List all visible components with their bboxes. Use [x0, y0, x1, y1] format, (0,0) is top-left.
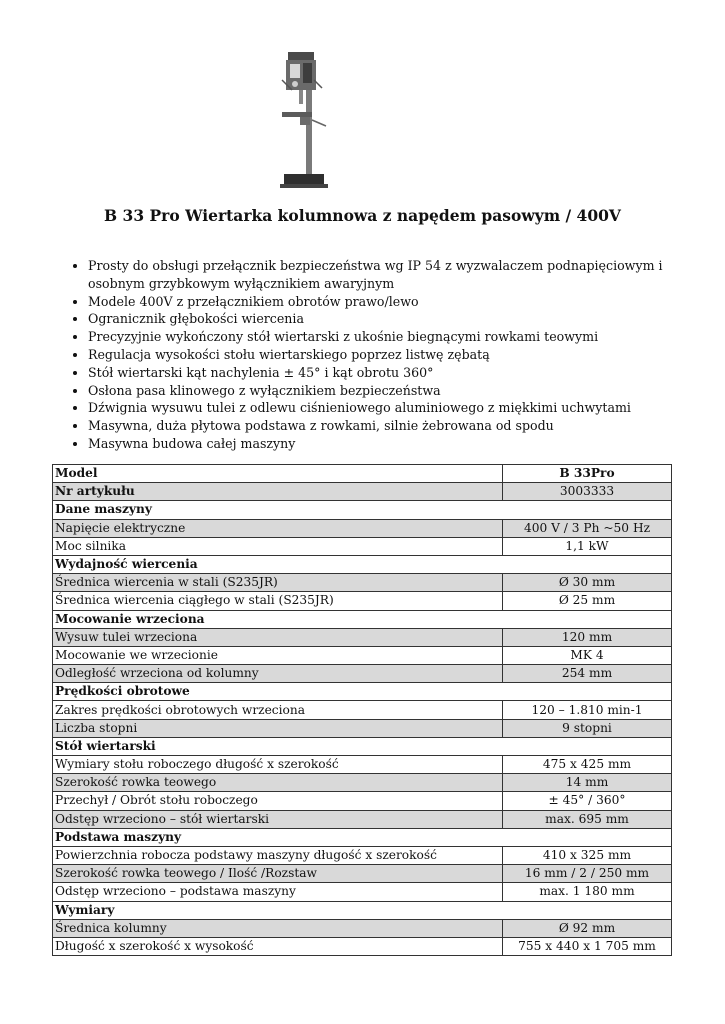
spec-label: Średnica wiercenia w stali (S235JR)	[53, 574, 503, 592]
table-row	[53, 519, 672, 537]
spec-value: Ø 30 mm	[503, 574, 672, 592]
list-item: • Modele 400V z przełącznikiem obrotów prawo/lewo	[88, 293, 668, 311]
spec-value: 1,1 kW	[503, 537, 672, 555]
list-item: • Masywna budowa całej maszyny	[88, 435, 668, 453]
spec-label: Liczba stopni	[53, 719, 503, 737]
section-title: Dane maszyny	[53, 501, 672, 519]
spec-label: Długość x szerokość x wysokość	[53, 937, 503, 955]
spec-label: Mocowanie we wrzecionie	[53, 646, 503, 664]
section-header-row	[53, 901, 672, 919]
spec-value: max. 1 180 mm	[503, 883, 672, 901]
article-label: Nr artykułu	[53, 483, 503, 501]
section-title: Mocowanie wrzeciona	[53, 610, 672, 628]
table-row	[53, 719, 672, 737]
table-row	[53, 646, 672, 664]
spec-table	[52, 464, 672, 956]
section-header-row	[53, 737, 672, 755]
spec-label: Szerokość rowka teowego	[53, 774, 503, 792]
spec-value: 14 mm	[503, 774, 672, 792]
spec-value: Ø 25 mm	[503, 592, 672, 610]
section-header-row	[53, 683, 672, 701]
article-value: 3003333	[503, 483, 672, 501]
spec-value: 9 stopni	[503, 719, 672, 737]
feature-list	[72, 257, 668, 453]
section-title: Stół wiertarski	[53, 737, 672, 755]
section-title: Podstawa maszyny	[53, 828, 672, 846]
spec-value: 120 – 1.810 min-1	[503, 701, 672, 719]
section-header-row	[53, 555, 672, 573]
table-row	[53, 810, 672, 828]
table-row	[53, 574, 672, 592]
spec-value: 475 x 425 mm	[503, 756, 672, 774]
table-row	[53, 628, 672, 646]
table-row	[53, 756, 672, 774]
table-row	[53, 883, 672, 901]
spec-value: 16 mm / 2 / 250 mm	[503, 865, 672, 883]
spec-label: Zakres prędkości obrotowych wrzeciona	[53, 701, 503, 719]
spec-label: Wymiary stołu roboczego długość x szerokość	[53, 756, 503, 774]
list-item: • Stół wiertarski kąt nachylenia ± 45° i kąt obrotu 360°	[88, 364, 668, 382]
spec-value: 120 mm	[503, 628, 672, 646]
spec-label: Moc silnika	[53, 537, 503, 555]
table-row	[53, 865, 672, 883]
spec-label: Wysuw tulei wrzeciona	[53, 628, 503, 646]
spec-value: 400 V / 3 Ph ~50 Hz	[503, 519, 672, 537]
model-label: Model	[53, 465, 503, 483]
spec-label: Odstęp wrzeciono – stół wiertarski	[53, 810, 503, 828]
spec-label: Odstęp wrzeciono – podstawa maszyny	[53, 883, 503, 901]
model-value: B 33Pro	[503, 465, 672, 483]
spec-label: Powierzchnia robocza podstawy maszyny długość x szerokość	[53, 846, 503, 864]
table-row	[53, 937, 672, 955]
section-header-row	[53, 501, 672, 519]
spec-value: MK 4	[503, 646, 672, 664]
spec-label: Przechył / Obrót stołu roboczego	[53, 792, 503, 810]
spec-label: Napięcie elektryczne	[53, 519, 503, 537]
section-header-row	[53, 828, 672, 846]
section-title: Wydajność wiercenia	[53, 555, 672, 573]
section-title: Wymiary	[53, 901, 672, 919]
spec-label: Średnica wiercenia ciągłego w stali (S235JR)	[53, 592, 503, 610]
spec-label: Szerokość rowka teowego / Ilość /Rozstaw	[53, 865, 503, 883]
list-item: • Osłona pasa klinowego z wyłącznikiem bezpieczeństwa	[88, 382, 668, 400]
list-item: • Ogranicznik głębokości wiercenia	[88, 310, 668, 328]
table-row	[53, 774, 672, 792]
table-row	[53, 846, 672, 864]
spec-value: max. 695 mm	[503, 810, 672, 828]
list-item: • Masywna, duża płytowa podstawa z rowkami, silnie żebrowana od spodu	[88, 417, 668, 435]
list-item: • Dźwignia wysuwu tulei z odlewu ciśnieniowego aluminiowego z miękkimi uchwytami	[88, 399, 668, 417]
table-row	[53, 701, 672, 719]
table-row	[53, 537, 672, 555]
section-header-row	[53, 610, 672, 628]
table-row	[53, 792, 672, 810]
spec-label: Średnica kolumny	[53, 919, 503, 937]
spec-value: 410 x 325 mm	[503, 846, 672, 864]
spec-value: ± 45° / 360°	[503, 792, 672, 810]
spec-value: Ø 92 mm	[503, 919, 672, 937]
table-row	[53, 665, 672, 683]
table-row	[53, 592, 672, 610]
spec-value: 254 mm	[503, 665, 672, 683]
list-item: • Prosty do obsługi przełącznik bezpieczeństwa wg IP 54 z wyzwalaczem podnapięciowym i osobnym grzybkowym wyłącznikiem awaryjnym	[88, 257, 668, 293]
spec-label: Odległość wrzeciona od kolumny	[53, 665, 503, 683]
spec-value: 755 x 440 x 1 705 mm	[503, 937, 672, 955]
page-title: B 33 Pro Wiertarka kolumnowa z napędem pasowym / 400V	[104, 206, 621, 225]
list-item: • Precyzyjnie wykończony stół wiertarski z ukośnie biegnącymi rowkami teowymi	[88, 328, 668, 346]
section-title: Prędkości obrotowe	[53, 683, 672, 701]
table-row	[53, 465, 672, 483]
drill-press-image	[270, 50, 330, 190]
table-row	[53, 483, 672, 501]
list-item: • Regulacja wysokości stołu wiertarskiego poprzez listwę zębatą	[88, 346, 668, 364]
table-row	[53, 919, 672, 937]
